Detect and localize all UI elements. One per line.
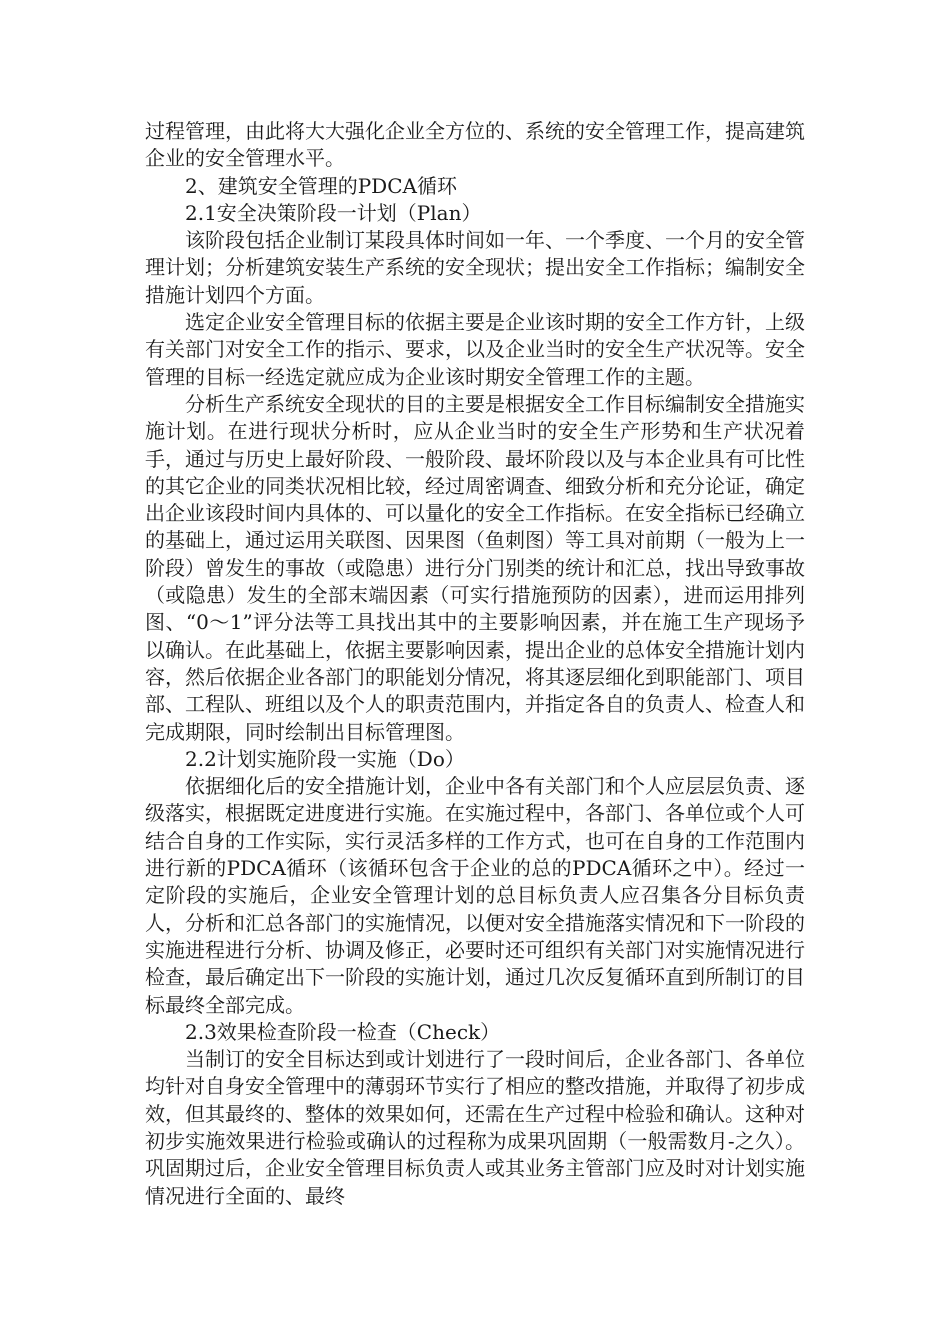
paragraph: 当制订的安全目标达到或计划进行了一段时间后，企业各部门、各单位均针对自身安全管理中的薄弱环节实行了相应的整改措施，并取得了初步成效，但其最终的、整体的效果如何，还需在生产过程中检验和确认。这种对初步实施效果进行检验或确认的过程称为成果巩固期（一般需数月-之久）。巩固期过后，企业安全管理目标负责人或其业务主管部门应及时对计划实施情况进行全面的、最终 <box>145 1047 805 1208</box>
subsection-heading-2-3: 2.3效果检查阶段一检查（Check） <box>185 1019 501 1044</box>
paragraph: 分析生产系统安全现状的目的主要是根据安全工作目标编制安全措施实施计划。在进行现状分析时，应从企业当时的安全生产形势和生产状况着手，通过与历史上最好阶段、一般阶段、最坏阶段以及与本企业具有可比性的其它企业的同类状况相比较，经过周密调查、细致分析和充分论证，确定出企业该段时间内具体的、可以量化的安全工作指标。在安全指标已经确立的基础上，通过运用关联图、因果图（鱼刺图）等工具对前期（一般为上一阶段）曾发生的事故（或隐患）进行分门别类的统计和汇总，找出导致事故（或隐患）发生的全部末端因素（可实行措施预防的因素），进而运用排列图、“0～1”评分法等工具找出其中的主要影响因素，并在施工生产现场予以确认。在此基础上，依据主要影响因素，提出企业的总体安全措施计划内容，然后依据企业各部门的职能划分情况，将其逐层细化到职能部门、项目部、工程队、班组以及个人的职责范围内，并指定各自的负责人、检查人和完成期限，同时绘制出目标管理图。 <box>145 391 805 744</box>
paragraph: 依据细化后的安全措施计划，企业中各有关部门和个人应层层负责、逐级落实，根据既定进度进行实施。在实施过程中，各部门、各单位或个人可结合自身的工作实际，实行灵活多样的工作方式，也可在自身的工作范围内进行新的PDCA循环（该循环包含于企业的总的PDCA循环之中）。经过一定阶段的实施后，企业安全管理计划的总目标负责人应召集各分目标负责人，分析和汇总各部门的实施情况，以便对安全措施落实情况和下一阶段的实施进程进行分析、协调及修正，必要时还可组织有关部门对实施情况进行检查，最后确定出下一阶段的实施计划，通过几次反复循环直到所制订的目标最终全部完成。 <box>145 774 805 1017</box>
paragraph: 该阶段包括企业制订某段具体时间如一年、一个季度、一个月的安全管理计划；分析建筑安装生产系统的安全现状；提出安全工作指标；编制安全措施计划四个方面。 <box>145 228 805 307</box>
paragraph: 选定企业安全管理目标的依据主要是企业该时期的安全工作方针，上级有关部门对安全工作的指示、要求，以及企业当时的安全生产状况等。安全管理的目标一经选定就应成为企业该时期安全管理工作的主题。 <box>145 310 805 389</box>
document-page <box>145 118 805 1210</box>
subsection-heading-2-1: 2.1安全决策阶段一计划（Plan） <box>185 200 482 225</box>
paragraph-continuation: 过程管理，由此将大大强化企业全方位的、系统的安全管理工作，提高建筑企业的安全管理水平。 <box>145 119 805 171</box>
section-heading-2: 2、建筑安全管理的PDCA循环 <box>185 173 457 198</box>
subsection-heading-2-2: 2.2计划实施阶段一实施（Do） <box>185 746 465 771</box>
